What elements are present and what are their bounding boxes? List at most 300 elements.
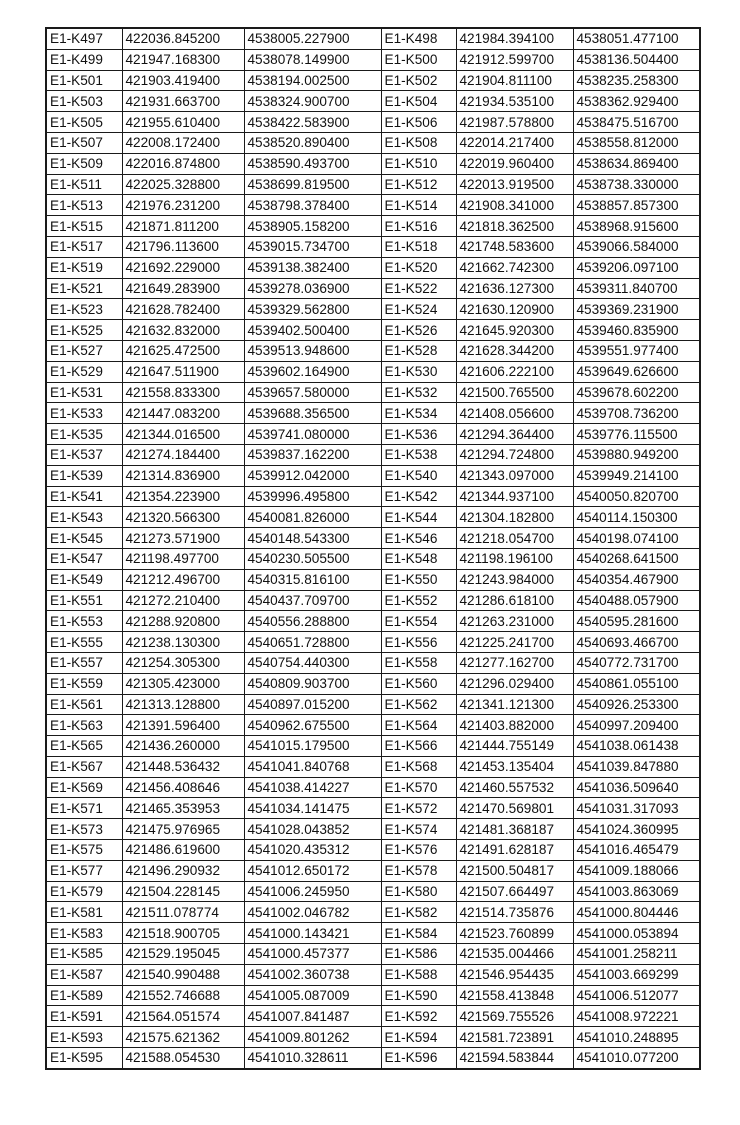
point-id-cell: E1-K529 [46, 361, 122, 382]
table-row [46, 736, 700, 757]
table-row [46, 153, 700, 174]
point-id-cell: E1-K549 [46, 569, 122, 590]
x-coordinate-cell: 422019.960400 [456, 153, 573, 174]
y-coordinate-cell: 4539015.734700 [244, 236, 381, 257]
table-row [46, 528, 700, 549]
y-coordinate-cell: 4539649.626600 [573, 361, 700, 382]
table-row [46, 70, 700, 91]
y-coordinate-cell: 4541010.248895 [573, 1027, 700, 1048]
y-coordinate-cell: 4541020.435312 [244, 840, 381, 861]
table-row [46, 985, 700, 1006]
point-id-cell: E1-K497 [46, 28, 122, 49]
x-coordinate-cell: 421569.755526 [456, 1006, 573, 1027]
point-id-cell: E1-K533 [46, 403, 122, 424]
x-coordinate-cell: 421274.184400 [122, 444, 244, 465]
x-coordinate-cell: 421254.305300 [122, 652, 244, 673]
x-coordinate-cell: 422016.874800 [122, 153, 244, 174]
x-coordinate-cell: 421692.229000 [122, 257, 244, 278]
x-coordinate-cell: 421456.408646 [122, 777, 244, 798]
point-id-cell: E1-K525 [46, 320, 122, 341]
point-id-cell: E1-K541 [46, 486, 122, 507]
table-row [46, 465, 700, 486]
y-coordinate-cell: 4541038.061438 [573, 736, 700, 757]
x-coordinate-cell: 421436.260000 [122, 736, 244, 757]
point-id-cell: E1-K518 [381, 236, 456, 257]
x-coordinate-cell: 421552.746688 [122, 985, 244, 1006]
y-coordinate-cell: 4538905.158200 [244, 216, 381, 237]
x-coordinate-cell: 421984.394100 [456, 28, 573, 49]
table-row [46, 756, 700, 777]
y-coordinate-cell: 4538475.516700 [573, 112, 700, 133]
point-id-cell: E1-K574 [381, 819, 456, 840]
table-row [46, 112, 700, 133]
y-coordinate-cell: 4539688.356500 [244, 403, 381, 424]
point-id-cell: E1-K542 [381, 486, 456, 507]
x-coordinate-cell: 421649.283900 [122, 278, 244, 299]
point-id-cell: E1-K559 [46, 673, 122, 694]
table-row [46, 923, 700, 944]
table-row [46, 881, 700, 902]
x-coordinate-cell: 421296.029400 [456, 673, 573, 694]
coordinate-table-body [46, 28, 700, 1069]
point-id-cell: E1-K538 [381, 444, 456, 465]
point-id-cell: E1-K594 [381, 1027, 456, 1048]
y-coordinate-cell: 4541009.188066 [573, 860, 700, 881]
y-coordinate-cell: 4539369.231900 [573, 299, 700, 320]
point-id-cell: E1-K522 [381, 278, 456, 299]
point-id-cell: E1-K573 [46, 819, 122, 840]
y-coordinate-cell: 4539066.584000 [573, 236, 700, 257]
y-coordinate-cell: 4539912.042000 [244, 465, 381, 486]
point-id-cell: E1-K501 [46, 70, 122, 91]
y-coordinate-cell: 4540268.641500 [573, 548, 700, 569]
table-row [46, 28, 700, 49]
point-id-cell: E1-K564 [381, 715, 456, 736]
point-id-cell: E1-K526 [381, 320, 456, 341]
point-id-cell: E1-K577 [46, 860, 122, 881]
y-coordinate-cell: 4538078.149900 [244, 49, 381, 70]
x-coordinate-cell: 421628.344200 [456, 340, 573, 361]
point-id-cell: E1-K583 [46, 923, 122, 944]
table-row [46, 632, 700, 653]
x-coordinate-cell: 421212.496700 [122, 569, 244, 590]
y-coordinate-cell: 4540081.826000 [244, 507, 381, 528]
point-id-cell: E1-K553 [46, 611, 122, 632]
x-coordinate-cell: 421288.920800 [122, 611, 244, 632]
y-coordinate-cell: 4541039.847880 [573, 756, 700, 777]
y-coordinate-cell: 4540651.728800 [244, 632, 381, 653]
point-id-cell: E1-K561 [46, 694, 122, 715]
y-coordinate-cell: 4539880.949200 [573, 444, 700, 465]
x-coordinate-cell: 421286.618100 [456, 590, 573, 611]
x-coordinate-cell: 421403.882000 [456, 715, 573, 736]
y-coordinate-cell: 4538798.378400 [244, 195, 381, 216]
point-id-cell: E1-K570 [381, 777, 456, 798]
y-coordinate-cell: 4540114.150300 [573, 507, 700, 528]
y-coordinate-cell: 4538194.002500 [244, 70, 381, 91]
y-coordinate-cell: 4541002.046782 [244, 902, 381, 923]
point-id-cell: E1-K508 [381, 132, 456, 153]
y-coordinate-cell: 4540315.816100 [244, 569, 381, 590]
point-id-cell: E1-K510 [381, 153, 456, 174]
y-coordinate-cell: 4541041.840768 [244, 756, 381, 777]
table-row [46, 569, 700, 590]
x-coordinate-cell: 421320.566300 [122, 507, 244, 528]
point-id-cell: E1-K537 [46, 444, 122, 465]
x-coordinate-cell: 421313.128800 [122, 694, 244, 715]
x-coordinate-cell: 421304.182800 [456, 507, 573, 528]
table-row [46, 860, 700, 881]
point-id-cell: E1-K551 [46, 590, 122, 611]
point-id-cell: E1-K523 [46, 299, 122, 320]
point-id-cell: E1-K579 [46, 881, 122, 902]
table-row [46, 132, 700, 153]
x-coordinate-cell: 421558.833300 [122, 382, 244, 403]
y-coordinate-cell: 4541006.512077 [573, 985, 700, 1006]
x-coordinate-cell: 421344.016500 [122, 424, 244, 445]
table-row [46, 590, 700, 611]
y-coordinate-cell: 4538590.493700 [244, 153, 381, 174]
y-coordinate-cell: 4539513.948600 [244, 340, 381, 361]
point-id-cell: E1-K512 [381, 174, 456, 195]
point-id-cell: E1-K578 [381, 860, 456, 881]
point-id-cell: E1-K500 [381, 49, 456, 70]
x-coordinate-cell: 421496.290932 [122, 860, 244, 881]
y-coordinate-cell: 4539837.162200 [244, 444, 381, 465]
y-coordinate-cell: 4541010.328611 [244, 1048, 381, 1069]
x-coordinate-cell: 421523.760899 [456, 923, 573, 944]
y-coordinate-cell: 4540772.731700 [573, 652, 700, 673]
x-coordinate-cell: 421198.497700 [122, 548, 244, 569]
y-coordinate-cell: 4539949.214100 [573, 465, 700, 486]
x-coordinate-cell: 421294.724800 [456, 444, 573, 465]
point-id-cell: E1-K590 [381, 985, 456, 1006]
x-coordinate-cell: 421305.423000 [122, 673, 244, 694]
y-coordinate-cell: 4541002.360738 [244, 964, 381, 985]
y-coordinate-cell: 4541015.179500 [244, 736, 381, 757]
y-coordinate-cell: 4541006.245950 [244, 881, 381, 902]
y-coordinate-cell: 4539996.495800 [244, 486, 381, 507]
x-coordinate-cell: 421535.004466 [456, 944, 573, 965]
y-coordinate-cell: 4540050.820700 [573, 486, 700, 507]
y-coordinate-cell: 4540754.440300 [244, 652, 381, 673]
x-coordinate-cell: 421218.054700 [456, 528, 573, 549]
point-id-cell: E1-K569 [46, 777, 122, 798]
table-row [46, 777, 700, 798]
point-id-cell: E1-K571 [46, 798, 122, 819]
table-row [46, 236, 700, 257]
y-coordinate-cell: 4538324.900700 [244, 91, 381, 112]
point-id-cell: E1-K505 [46, 112, 122, 133]
point-id-cell: E1-K557 [46, 652, 122, 673]
y-coordinate-cell: 4541000.804446 [573, 902, 700, 923]
y-coordinate-cell: 4540897.015200 [244, 694, 381, 715]
y-coordinate-cell: 4539708.736200 [573, 403, 700, 424]
point-id-cell: E1-K540 [381, 465, 456, 486]
x-coordinate-cell: 422008.172400 [122, 132, 244, 153]
table-row [46, 320, 700, 341]
y-coordinate-cell: 4541003.669299 [573, 964, 700, 985]
y-coordinate-cell: 4539741.080000 [244, 424, 381, 445]
point-id-cell: E1-K511 [46, 174, 122, 195]
y-coordinate-cell: 4540148.543300 [244, 528, 381, 549]
y-coordinate-cell: 4538005.227900 [244, 28, 381, 49]
y-coordinate-cell: 4539138.382400 [244, 257, 381, 278]
y-coordinate-cell: 4538422.583900 [244, 112, 381, 133]
x-coordinate-cell: 421198.196100 [456, 548, 573, 569]
point-id-cell: E1-K563 [46, 715, 122, 736]
x-coordinate-cell: 421934.535100 [456, 91, 573, 112]
x-coordinate-cell: 421908.341000 [456, 195, 573, 216]
x-coordinate-cell: 421511.078774 [122, 902, 244, 923]
table-row [46, 673, 700, 694]
x-coordinate-cell: 421273.571900 [122, 528, 244, 549]
point-id-cell: E1-K524 [381, 299, 456, 320]
y-coordinate-cell: 4540809.903700 [244, 673, 381, 694]
y-coordinate-cell: 4539329.562800 [244, 299, 381, 320]
y-coordinate-cell: 4539460.835900 [573, 320, 700, 341]
x-coordinate-cell: 422025.328800 [122, 174, 244, 195]
x-coordinate-cell: 421500.504817 [456, 860, 573, 881]
point-id-cell: E1-K534 [381, 403, 456, 424]
x-coordinate-cell: 421796.113600 [122, 236, 244, 257]
y-coordinate-cell: 4541001.258211 [573, 944, 700, 965]
point-id-cell: E1-K558 [381, 652, 456, 673]
table-row [46, 1048, 700, 1069]
point-id-cell: E1-K555 [46, 632, 122, 653]
table-row [46, 340, 700, 361]
point-id-cell: E1-K502 [381, 70, 456, 91]
table-row [46, 49, 700, 70]
x-coordinate-cell: 421491.628187 [456, 840, 573, 861]
point-id-cell: E1-K595 [46, 1048, 122, 1069]
x-coordinate-cell: 421628.782400 [122, 299, 244, 320]
table-row [46, 694, 700, 715]
x-coordinate-cell: 421818.362500 [456, 216, 573, 237]
table-row [46, 840, 700, 861]
point-id-cell: E1-K556 [381, 632, 456, 653]
point-id-cell: E1-K519 [46, 257, 122, 278]
point-id-cell: E1-K546 [381, 528, 456, 549]
y-coordinate-cell: 4541009.801262 [244, 1027, 381, 1048]
point-id-cell: E1-K567 [46, 756, 122, 777]
point-id-cell: E1-K548 [381, 548, 456, 569]
x-coordinate-cell: 421904.811100 [456, 70, 573, 91]
table-row [46, 507, 700, 528]
y-coordinate-cell: 4541000.053894 [573, 923, 700, 944]
x-coordinate-cell: 421625.472500 [122, 340, 244, 361]
x-coordinate-cell: 421465.353953 [122, 798, 244, 819]
x-coordinate-cell: 421341.121300 [456, 694, 573, 715]
point-id-cell: E1-K528 [381, 340, 456, 361]
x-coordinate-cell: 422013.919500 [456, 174, 573, 195]
y-coordinate-cell: 4538558.812000 [573, 132, 700, 153]
point-id-cell: E1-K568 [381, 756, 456, 777]
table-row [46, 257, 700, 278]
table-row [46, 278, 700, 299]
table-row [46, 486, 700, 507]
x-coordinate-cell: 421947.168300 [122, 49, 244, 70]
x-coordinate-cell: 421594.583844 [456, 1048, 573, 1069]
y-coordinate-cell: 4539311.840700 [573, 278, 700, 299]
table-row [46, 424, 700, 445]
point-id-cell: E1-K554 [381, 611, 456, 632]
y-coordinate-cell: 4541012.650172 [244, 860, 381, 881]
x-coordinate-cell: 421976.231200 [122, 195, 244, 216]
x-coordinate-cell: 421645.920300 [456, 320, 573, 341]
y-coordinate-cell: 4540556.288800 [244, 611, 381, 632]
point-id-cell: E1-K588 [381, 964, 456, 985]
point-id-cell: E1-K586 [381, 944, 456, 965]
y-coordinate-cell: 4541036.509640 [573, 777, 700, 798]
y-coordinate-cell: 4541000.143421 [244, 923, 381, 944]
point-id-cell: E1-K507 [46, 132, 122, 153]
x-coordinate-cell: 421354.223900 [122, 486, 244, 507]
x-coordinate-cell: 421314.836900 [122, 465, 244, 486]
x-coordinate-cell: 421518.900705 [122, 923, 244, 944]
table-row [46, 819, 700, 840]
y-coordinate-cell: 4541008.972221 [573, 1006, 700, 1027]
y-coordinate-cell: 4541003.863069 [573, 881, 700, 902]
x-coordinate-cell: 421475.976965 [122, 819, 244, 840]
x-coordinate-cell: 421931.663700 [122, 91, 244, 112]
x-coordinate-cell: 421903.419400 [122, 70, 244, 91]
x-coordinate-cell: 421294.364400 [456, 424, 573, 445]
table-row [46, 299, 700, 320]
table-row [46, 964, 700, 985]
y-coordinate-cell: 4538362.929400 [573, 91, 700, 112]
y-coordinate-cell: 4540962.675500 [244, 715, 381, 736]
table-row [46, 91, 700, 112]
x-coordinate-cell: 421630.120900 [456, 299, 573, 320]
y-coordinate-cell: 4538235.258300 [573, 70, 700, 91]
x-coordinate-cell: 421277.162700 [456, 652, 573, 673]
table-row [46, 798, 700, 819]
point-id-cell: E1-K592 [381, 1006, 456, 1027]
x-coordinate-cell: 421987.578800 [456, 112, 573, 133]
point-id-cell: E1-K547 [46, 548, 122, 569]
point-id-cell: E1-K575 [46, 840, 122, 861]
point-id-cell: E1-K513 [46, 195, 122, 216]
x-coordinate-cell: 421507.664497 [456, 881, 573, 902]
point-id-cell: E1-K517 [46, 236, 122, 257]
x-coordinate-cell: 421575.621362 [122, 1027, 244, 1048]
table-row [46, 444, 700, 465]
x-coordinate-cell: 421748.583600 [456, 236, 573, 257]
point-id-cell: E1-K532 [381, 382, 456, 403]
table-row [46, 361, 700, 382]
y-coordinate-cell: 4538738.330000 [573, 174, 700, 195]
point-id-cell: E1-K514 [381, 195, 456, 216]
point-id-cell: E1-K509 [46, 153, 122, 174]
y-coordinate-cell: 4541005.087009 [244, 985, 381, 1006]
x-coordinate-cell: 421444.755149 [456, 736, 573, 757]
x-coordinate-cell: 421391.596400 [122, 715, 244, 736]
table-row [46, 195, 700, 216]
table-row [46, 611, 700, 632]
y-coordinate-cell: 4541024.360995 [573, 819, 700, 840]
point-id-cell: E1-K593 [46, 1027, 122, 1048]
point-id-cell: E1-K544 [381, 507, 456, 528]
point-id-cell: E1-K503 [46, 91, 122, 112]
y-coordinate-cell: 4540861.055100 [573, 673, 700, 694]
point-id-cell: E1-K585 [46, 944, 122, 965]
x-coordinate-cell: 421912.599700 [456, 49, 573, 70]
y-coordinate-cell: 4538968.915600 [573, 216, 700, 237]
x-coordinate-cell: 421448.536432 [122, 756, 244, 777]
point-id-cell: E1-K582 [381, 902, 456, 923]
table-row [46, 216, 700, 237]
point-id-cell: E1-K530 [381, 361, 456, 382]
table-row [46, 902, 700, 923]
x-coordinate-cell: 421343.097000 [456, 465, 573, 486]
point-id-cell: E1-K552 [381, 590, 456, 611]
y-coordinate-cell: 4539551.977400 [573, 340, 700, 361]
x-coordinate-cell: 421588.054530 [122, 1048, 244, 1069]
point-id-cell: E1-K581 [46, 902, 122, 923]
coordinate-table [45, 27, 701, 1070]
point-id-cell: E1-K591 [46, 1006, 122, 1027]
y-coordinate-cell: 4539402.500400 [244, 320, 381, 341]
point-id-cell: E1-K527 [46, 340, 122, 361]
y-coordinate-cell: 4541031.317093 [573, 798, 700, 819]
x-coordinate-cell: 421564.051574 [122, 1006, 244, 1027]
point-id-cell: E1-K587 [46, 964, 122, 985]
point-id-cell: E1-K576 [381, 840, 456, 861]
x-coordinate-cell: 421344.937100 [456, 486, 573, 507]
x-coordinate-cell: 421662.742300 [456, 257, 573, 278]
y-coordinate-cell: 4540926.253300 [573, 694, 700, 715]
y-coordinate-cell: 4538634.869400 [573, 153, 700, 174]
y-coordinate-cell: 4539278.036900 [244, 278, 381, 299]
x-coordinate-cell: 422036.845200 [122, 28, 244, 49]
point-id-cell: E1-K515 [46, 216, 122, 237]
point-id-cell: E1-K539 [46, 465, 122, 486]
y-coordinate-cell: 4538051.477100 [573, 28, 700, 49]
table-row [46, 548, 700, 569]
x-coordinate-cell: 421460.557532 [456, 777, 573, 798]
point-id-cell: E1-K589 [46, 985, 122, 1006]
x-coordinate-cell: 421408.056600 [456, 403, 573, 424]
y-coordinate-cell: 4539776.115500 [573, 424, 700, 445]
point-id-cell: E1-K498 [381, 28, 456, 49]
y-coordinate-cell: 4540437.709700 [244, 590, 381, 611]
x-coordinate-cell: 421225.241700 [456, 632, 573, 653]
x-coordinate-cell: 421504.228145 [122, 881, 244, 902]
table-row [46, 652, 700, 673]
x-coordinate-cell: 421632.832000 [122, 320, 244, 341]
table-row [46, 382, 700, 403]
y-coordinate-cell: 4541007.841487 [244, 1006, 381, 1027]
table-row [46, 944, 700, 965]
y-coordinate-cell: 4541000.457377 [244, 944, 381, 965]
table-row [46, 1006, 700, 1027]
y-coordinate-cell: 4538136.504400 [573, 49, 700, 70]
table-row [46, 715, 700, 736]
x-coordinate-cell: 421243.984000 [456, 569, 573, 590]
y-coordinate-cell: 4541016.465479 [573, 840, 700, 861]
x-coordinate-cell: 421955.610400 [122, 112, 244, 133]
table-row [46, 403, 700, 424]
y-coordinate-cell: 4541034.141475 [244, 798, 381, 819]
point-id-cell: E1-K584 [381, 923, 456, 944]
x-coordinate-cell: 421486.619600 [122, 840, 244, 861]
y-coordinate-cell: 4540997.209400 [573, 715, 700, 736]
y-coordinate-cell: 4539678.602200 [573, 382, 700, 403]
x-coordinate-cell: 421529.195045 [122, 944, 244, 965]
y-coordinate-cell: 4540198.074100 [573, 528, 700, 549]
point-id-cell: E1-K545 [46, 528, 122, 549]
